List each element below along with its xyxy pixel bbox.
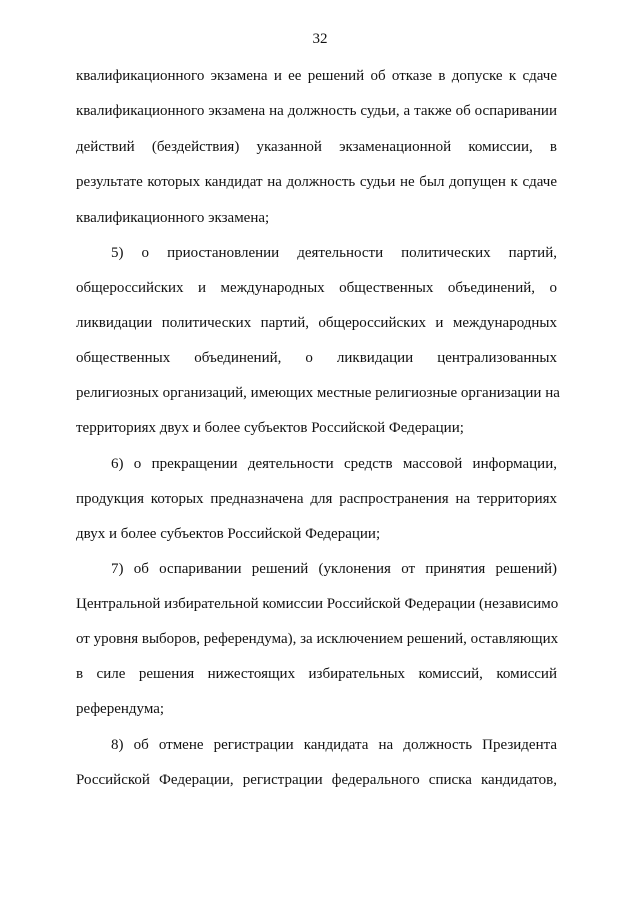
text-line: действий (бездействия) указанной экзаменационной комиссии, в xyxy=(76,139,557,155)
text-line: результате которых кандидат на должность судьи не был допущен к сдаче xyxy=(76,174,557,190)
text-line: общественных объединений, о ликвидации централизованных xyxy=(76,350,557,366)
text-line: референдума; xyxy=(76,701,165,717)
text-line: от уровня выборов, референдума), за исключением решений, оставляющих xyxy=(76,631,559,647)
text-line: Российской Федерации, регистрации федерального списка кандидатов, xyxy=(76,772,557,788)
text-line: квалификационного экзамена на должность судьи, а также об оспаривании xyxy=(76,103,557,119)
text-line: территориях двух и более субъектов Российской Федерации; xyxy=(76,420,464,436)
text-line: общероссийских и международных общественных объединений, о xyxy=(76,280,557,296)
text-line: ликвидации политических партий, общероссийских и международных xyxy=(76,315,557,331)
text-line: квалификационного экзамена и ее решений об отказе в допуске к сдаче xyxy=(76,68,557,84)
text-line: Центральной избирательной комиссии Российской Федерации (независимо xyxy=(76,596,559,612)
text-line: 5) о приостановлении деятельности политических партий, xyxy=(111,245,557,261)
text-line: 7) об оспаривании решений (уклонения от принятия решений) xyxy=(111,561,557,577)
text-line: религиозных организаций, имеющих местные религиозные организации на xyxy=(76,385,560,401)
text-line: продукция которых предназначена для распространения на территориях xyxy=(76,491,557,507)
page-number: 32 xyxy=(312,31,328,47)
text-line: 8) об отмене регистрации кандидата на должность Президента xyxy=(111,737,557,753)
text-line: 6) о прекращении деятельности средств массовой информации, xyxy=(111,456,557,472)
text-line: квалификационного экзамена; xyxy=(76,210,270,226)
text-line: двух и более субъектов Российской Федерации; xyxy=(76,526,381,542)
text-line: в силе решения нижестоящих избирательных комиссий, комиссий xyxy=(76,666,557,682)
